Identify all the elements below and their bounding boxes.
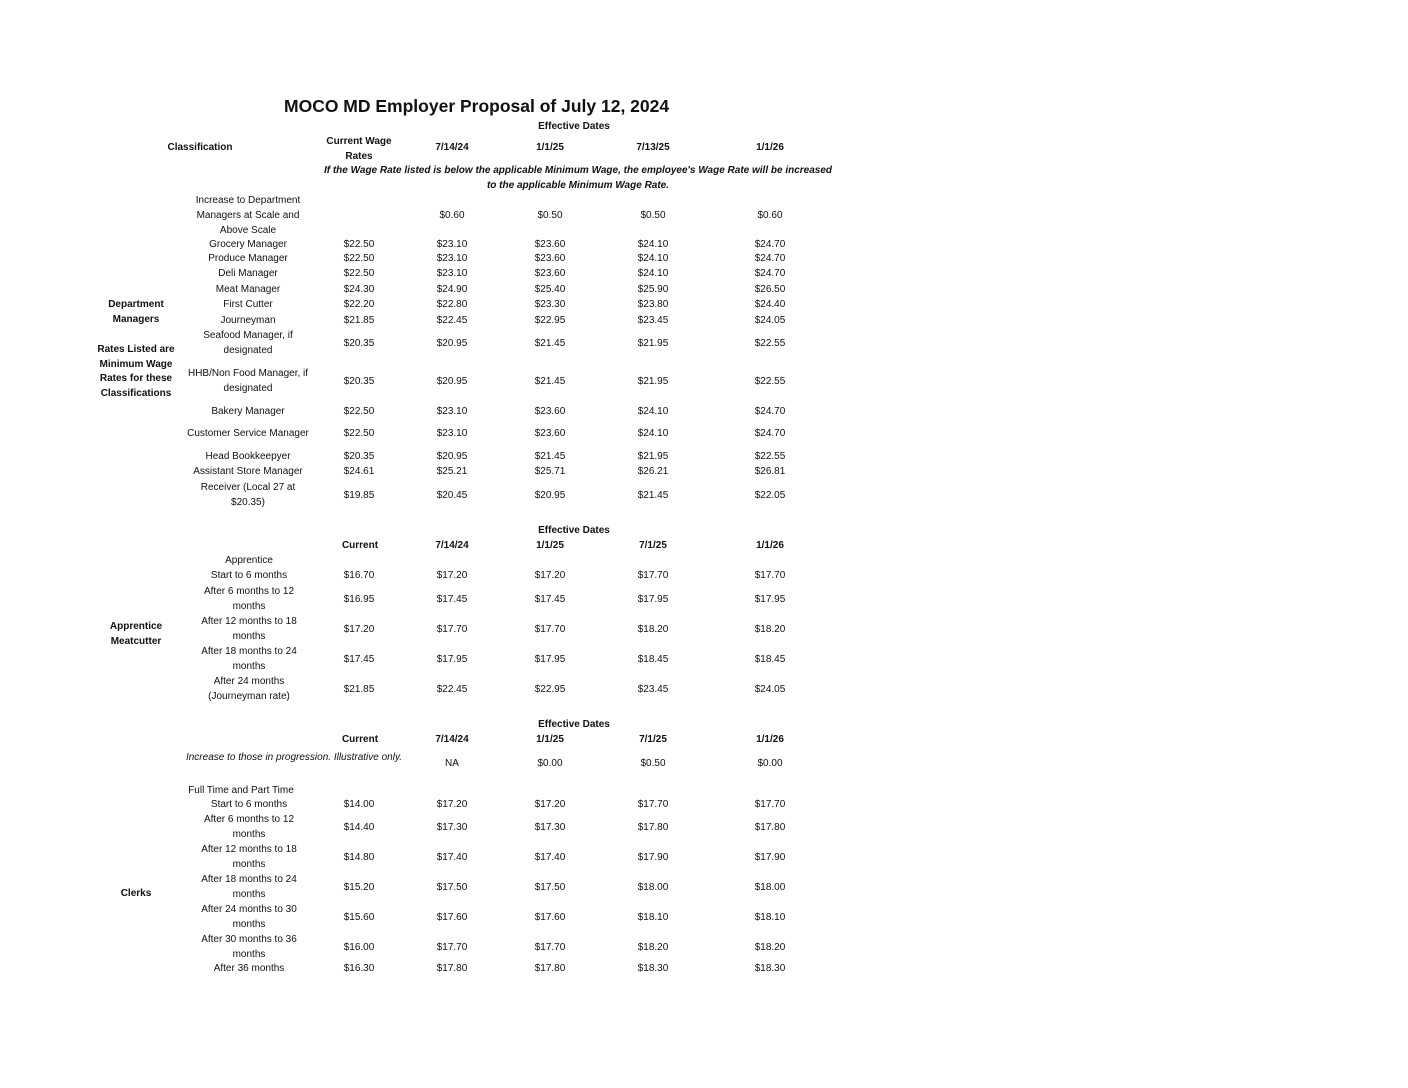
rate-cell: $17.20 (436, 799, 468, 810)
row-label: Bakery Manager (211, 406, 285, 417)
date-header: 1/1/25 (536, 540, 564, 551)
rate-cell: $24.10 (637, 253, 669, 264)
rate-cell: $21.45 (534, 375, 566, 387)
current-rate-cell: $22.50 (343, 239, 375, 250)
row-label: After 6 months to 12 months (203, 814, 295, 840)
row-label: After 18 months to 24 months (201, 874, 297, 900)
date-header: 7/1/25 (639, 540, 667, 551)
rate-cell: $20.95 (534, 489, 566, 501)
rate-cell: $22.95 (534, 683, 566, 695)
rate-cell: $17.95 (754, 593, 786, 605)
rate-cell: $17.70 (637, 570, 669, 581)
rate-cell: $23.10 (436, 406, 468, 417)
current-rate-cell: $16.00 (343, 941, 375, 953)
page-title: MOCO MD Employer Proposal of July 12, 2024 (284, 96, 670, 116)
rate-cell: $22.45 (436, 683, 468, 695)
rate-cell: $18.00 (637, 881, 669, 893)
rate-cell: $18.10 (754, 911, 786, 923)
row-label: Produce Manager (208, 253, 288, 264)
minimum-wage-note: If the Wage Rate listed is below the applicable Minimum Wage, the employee's Wage Rate will be increased to the applicable Minimum Wage Rate. (323, 165, 833, 191)
row-label: After 18 months to 24 months (201, 646, 297, 672)
current-rate-cell: $14.80 (343, 851, 375, 863)
current-rate-cell: $19.85 (343, 489, 375, 501)
rate-cell: $24.70 (754, 406, 786, 417)
rate-cell: $17.50 (436, 881, 468, 893)
current-rate-cell: $15.60 (343, 911, 375, 923)
rate-cell: $18.45 (637, 653, 669, 665)
rate-cell: $17.70 (436, 623, 468, 635)
date-header: 7/14/24 (435, 734, 469, 745)
current-rate-cell: $16.30 (343, 963, 375, 974)
rate-cell: $17.70 (754, 799, 786, 810)
rate-cell: $18.30 (754, 963, 786, 974)
rate-cell: $17.80 (754, 821, 786, 833)
rate-cell: $23.80 (637, 299, 669, 310)
rate-cell: $23.60 (534, 268, 566, 279)
rate-cell: $17.20 (436, 570, 468, 581)
rate-cell: $20.95 (436, 337, 468, 349)
rate-cell: $24.10 (637, 268, 669, 279)
rate-cell: $20.95 (436, 375, 468, 387)
classification-header: Classification (167, 142, 233, 153)
rate-cell: $17.70 (754, 570, 786, 581)
group-note: Rates Listed are Minimum Wage Rates for these Classifications (97, 344, 175, 399)
rate-cell: $25.21 (436, 466, 468, 477)
current-header: Current (341, 540, 379, 551)
rate-cell: $24.05 (754, 315, 786, 326)
current-rate-cell: $22.50 (343, 406, 375, 417)
row-label: Receiver (Local 27 at $20.35) (200, 482, 296, 508)
rate-cell: $21.45 (534, 337, 566, 349)
rate-cell: $23.45 (637, 315, 669, 326)
rate-cell: $23.60 (534, 253, 566, 264)
subheading-full-time-part-time: Full Time and Part Time (188, 785, 294, 796)
rate-cell: $25.90 (637, 284, 669, 295)
rate-cell: $17.95 (637, 593, 669, 605)
current-rate-cell: $24.61 (343, 466, 375, 477)
date-header: 1/1/26 (756, 734, 784, 745)
group-label-department-managers: Department Managers (108, 299, 164, 325)
current-rate-cell: $17.45 (343, 653, 375, 665)
rate-cell: $17.45 (534, 593, 566, 605)
current-rate-cell: $14.40 (343, 821, 375, 833)
increase-note: Increase to those in progression. Illustrative only. (185, 752, 403, 763)
row-label: After 12 months to 18 months (201, 616, 297, 642)
rate-cell: $21.95 (637, 451, 669, 462)
row-label: Journeyman (220, 315, 276, 326)
row-label: First Cutter (223, 299, 273, 310)
date-header: 1/1/25 (536, 142, 564, 153)
rate-cell: $17.95 (534, 653, 566, 665)
rate-cell: $22.95 (534, 315, 566, 326)
row-label: Increase to Department Managers at Scale and Above Scale (195, 195, 301, 236)
current-rate-cell: $21.85 (343, 683, 375, 695)
rate-cell: $17.45 (436, 593, 468, 605)
current-rate-cell: $15.20 (343, 881, 375, 893)
current-rate-cell: $22.50 (343, 428, 375, 439)
subheading-apprentice: Apprentice (225, 555, 273, 566)
rate-cell: $24.10 (637, 428, 669, 439)
rate-cell: $17.70 (436, 941, 468, 953)
current-rate-cell: $20.35 (343, 337, 375, 349)
rate-cell: $17.95 (436, 653, 468, 665)
rate-cell: $25.71 (534, 466, 566, 477)
rate-cell: $20.95 (436, 451, 468, 462)
rate-cell: $17.60 (436, 911, 468, 923)
current-rate-cell: $22.50 (343, 268, 375, 279)
increase-value: $0.50 (640, 758, 666, 769)
date-header: 1/1/26 (756, 540, 784, 551)
row-label: After 24 months (Journeyman rate) (208, 676, 290, 702)
rate-cell: $17.90 (637, 851, 669, 863)
effective-dates-label: Effective Dates (538, 121, 610, 132)
current-rate-cell: $16.95 (343, 593, 375, 605)
rate-cell: $24.40 (754, 299, 786, 310)
rate-cell: $17.30 (534, 821, 566, 833)
rate-cell: $24.70 (754, 239, 786, 250)
row-label: After 12 months to 18 months (201, 844, 297, 870)
row-label: Meat Manager (215, 284, 281, 295)
rate-cell: $23.10 (436, 239, 468, 250)
rate-cell: $17.70 (637, 799, 669, 810)
rate-cell: $23.10 (436, 428, 468, 439)
row-label: Deli Manager (218, 268, 278, 279)
rate-cell: $23.60 (534, 428, 566, 439)
row-label: After 36 months (213, 963, 285, 974)
current-rate-cell: $21.85 (343, 315, 375, 326)
row-label: Start to 6 months (210, 570, 288, 581)
rate-cell: $17.80 (534, 963, 566, 974)
rate-cell: $22.05 (754, 489, 786, 501)
rate-cell: $17.80 (637, 821, 669, 833)
rate-cell: $17.50 (534, 881, 566, 893)
effective-dates-label: Effective Dates (538, 525, 610, 536)
date-header: 7/14/24 (435, 142, 469, 153)
rate-cell: $21.95 (637, 337, 669, 349)
current-rate-cell: $22.50 (343, 253, 375, 264)
rate-cell: $23.10 (436, 268, 468, 279)
rate-cell: $24.05 (754, 683, 786, 695)
rate-cell: $18.00 (754, 881, 786, 893)
effective-dates-label: Effective Dates (538, 719, 610, 730)
rate-cell: $17.60 (534, 911, 566, 923)
rate-cell: $18.20 (754, 623, 786, 635)
row-label: Grocery Manager (209, 239, 287, 250)
rate-cell: $18.20 (637, 941, 669, 953)
rate-cell: $23.60 (534, 239, 566, 250)
current-rate-cell: $20.35 (343, 451, 375, 462)
date-header: 7/14/24 (435, 540, 469, 551)
current-rate-cell: $17.20 (343, 623, 375, 635)
group-label-clerks: Clerks (120, 888, 152, 899)
row-label: Assistant Store Manager (193, 466, 303, 477)
row-label: After 30 months to 36 months (201, 934, 297, 960)
rate-cell: $22.55 (754, 337, 786, 349)
current-header: Current (341, 734, 379, 745)
rate-cell: $23.60 (534, 406, 566, 417)
rate-cell: $24.90 (436, 284, 468, 295)
rate-cell: $18.20 (754, 941, 786, 953)
current-rate-cell: $24.30 (343, 284, 375, 295)
rate-cell: $26.50 (754, 284, 786, 295)
rate-cell: $20.45 (436, 489, 468, 501)
date-header: 1/1/26 (756, 142, 784, 153)
rate-cell: $18.20 (637, 623, 669, 635)
row-label: Head Bookkeepyer (205, 451, 291, 462)
group-label-apprentice-meatcutter: Apprentice Meatcutter (109, 621, 163, 647)
date-header: 1/1/25 (536, 734, 564, 745)
increase-value: $0.00 (757, 758, 783, 769)
rate-cell: $0.60 (439, 210, 465, 221)
rate-cell: $17.40 (436, 851, 468, 863)
rate-cell: $24.70 (754, 268, 786, 279)
rate-cell: $0.50 (537, 210, 563, 221)
rate-cell: $18.30 (637, 963, 669, 974)
current-wage-header: Current Wage Rates (326, 136, 392, 162)
row-label: HHB/Non Food Manager, if designated (187, 368, 309, 394)
rate-cell: $25.40 (534, 284, 566, 295)
row-label: Customer Service Manager (187, 428, 309, 439)
current-rate-cell: $20.35 (343, 375, 375, 387)
rate-cell: $24.10 (637, 239, 669, 250)
rate-cell: $24.70 (754, 253, 786, 264)
increase-value: $0.00 (537, 758, 563, 769)
rate-cell: $17.70 (534, 623, 566, 635)
rate-cell: $17.80 (436, 963, 468, 974)
rate-cell: $17.20 (534, 570, 566, 581)
rate-cell: $24.70 (754, 428, 786, 439)
rate-cell: $22.80 (436, 299, 468, 310)
rate-cell: $23.45 (637, 683, 669, 695)
row-label: Seafood Manager, if designated (203, 330, 293, 356)
rate-cell: $18.10 (637, 911, 669, 923)
rate-cell: $24.10 (637, 406, 669, 417)
rate-cell: $21.45 (637, 489, 669, 501)
rate-cell: $23.30 (534, 299, 566, 310)
rate-cell: $17.40 (534, 851, 566, 863)
date-header: 7/13/25 (636, 142, 670, 153)
rate-cell: $0.50 (640, 210, 666, 221)
rate-cell: $0.60 (757, 210, 783, 221)
rate-cell: $22.55 (754, 451, 786, 462)
current-rate-cell: $14.00 (343, 799, 375, 810)
rate-cell: $21.95 (637, 375, 669, 387)
rate-cell: $17.90 (754, 851, 786, 863)
rate-cell: $22.55 (754, 375, 786, 387)
current-rate-cell: $22.20 (343, 299, 375, 310)
rate-cell: $17.20 (534, 799, 566, 810)
rate-cell: $23.10 (436, 253, 468, 264)
current-rate-cell: $16.70 (343, 570, 375, 581)
row-label: After 24 months to 30 months (201, 904, 297, 930)
rate-cell: $21.45 (534, 451, 566, 462)
rate-cell: $17.30 (436, 821, 468, 833)
rate-cell: $17.70 (534, 941, 566, 953)
rate-cell: $26.21 (637, 466, 669, 477)
increase-value: NA (445, 758, 459, 769)
rate-cell: $18.45 (754, 653, 786, 665)
rate-cell: $26.81 (754, 466, 786, 477)
row-label: Start to 6 months (210, 799, 288, 810)
rate-cell: $22.45 (436, 315, 468, 326)
row-label: After 6 months to 12 months (203, 586, 295, 612)
date-header: 7/1/25 (639, 734, 667, 745)
